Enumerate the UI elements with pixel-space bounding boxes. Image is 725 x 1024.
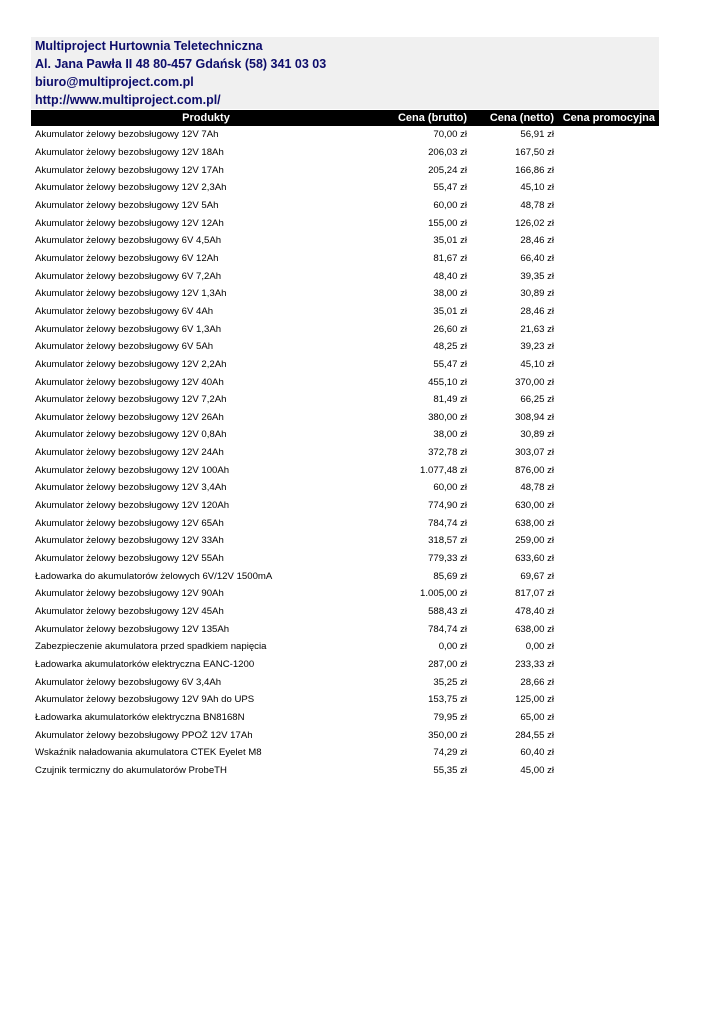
price-netto: 60,40 zł: [520, 747, 554, 759]
price-brutto: 588,43 zł: [428, 606, 467, 618]
price-brutto: 81,49 zł: [433, 394, 467, 406]
product-name: Akumulator żelowy bezobsługowy 12V 7Ah: [35, 129, 219, 141]
price-netto: 45,10 zł: [520, 182, 554, 194]
price-brutto: 153,75 zł: [428, 694, 467, 706]
product-name: Akumulator żelowy bezobsługowy 6V 5Ah: [35, 341, 214, 353]
price-netto: 478,40 zł: [515, 606, 554, 618]
price-netto: 21,63 zł: [520, 323, 554, 335]
price-brutto: 60,00 zł: [433, 199, 467, 211]
price-promo: [558, 585, 659, 603]
price-brutto: 206,03 zł: [428, 146, 467, 158]
price-promo: [558, 514, 659, 532]
price-brutto: 1.005,00 zł: [420, 588, 467, 600]
table-row: [31, 285, 659, 303]
product-name: Akumulator żelowy bezobsługowy 6V 12Ah: [35, 252, 219, 264]
product-name: Akumulator żelowy bezobsługowy 12V 18Ah: [35, 146, 224, 158]
price-netto: 638,00 zł: [515, 517, 554, 529]
price-netto: 0,00 zł: [525, 641, 554, 653]
price-brutto: 155,00 zł: [428, 217, 467, 229]
price-promo: [558, 250, 659, 268]
price-promo: [558, 726, 659, 744]
table-row: [31, 461, 659, 479]
price-brutto: 85,69 zł: [433, 570, 467, 582]
price-brutto: 35,01 zł: [433, 235, 467, 247]
price-brutto: 81,67 zł: [433, 252, 467, 264]
product-name: Akumulator żelowy bezobsługowy 6V 3,4Ah: [35, 676, 222, 688]
price-netto: 48,78 zł: [520, 199, 554, 211]
price-netto: 39,23 zł: [520, 341, 554, 353]
product-name: Akumulator żelowy bezobsługowy 12V 9Ah do UPS: [35, 694, 255, 706]
price-brutto: 350,00 zł: [428, 729, 467, 741]
table-row: [31, 426, 659, 444]
product-name: Zabezpieczenie akumulatora przed spadkiem napięcia: [35, 641, 267, 653]
table-row: [31, 744, 659, 762]
price-brutto: 784,74 zł: [428, 517, 467, 529]
product-name: Akumulator żelowy bezobsługowy 12V 24Ah: [35, 447, 224, 459]
product-name: Akumulator żelowy bezobsługowy 12V 12Ah: [35, 217, 224, 229]
product-name: Akumulator żelowy bezobsługowy 12V 0,8Ah: [35, 429, 227, 441]
price-promo: [558, 444, 659, 462]
product-name: Akumulator żelowy bezobsługowy 12V 2,3Ah: [35, 182, 227, 194]
price-promo: [558, 285, 659, 303]
product-name: Akumulator żelowy bezobsługowy 12V 17Ah: [35, 164, 224, 176]
table-row: [31, 497, 659, 515]
product-name: Akumulator żelowy bezobsługowy 6V 7,2Ah: [35, 270, 222, 282]
price-brutto: 55,47 zł: [433, 358, 467, 370]
product-name: Akumulator żelowy bezobsługowy 12V 33Ah: [35, 535, 224, 547]
table-row: [31, 550, 659, 568]
price-netto: 48,78 zł: [520, 482, 554, 494]
header-price-brutto: Cena (brutto): [381, 110, 471, 126]
table-row: [31, 638, 659, 656]
price-promo: [558, 267, 659, 285]
price-netto: 876,00 zł: [515, 464, 554, 476]
table-row: [31, 514, 659, 532]
price-netto: 45,10 zł: [520, 358, 554, 370]
table-row: [31, 267, 659, 285]
price-brutto: 784,74 zł: [428, 623, 467, 635]
price-promo: [558, 161, 659, 179]
product-name: Wskaźnik naładowania akumulatora CTEK Eyelet M8: [35, 747, 262, 759]
price-promo: [558, 673, 659, 691]
price-promo: [558, 409, 659, 427]
price-brutto: 48,25 zł: [433, 341, 467, 353]
price-netto: 126,02 zł: [515, 217, 554, 229]
table-row: [31, 726, 659, 744]
product-name: Akumulator żelowy bezobsługowy 12V 120Ah: [35, 500, 230, 512]
price-brutto: 1.077,48 zł: [420, 464, 467, 476]
price-promo: [558, 567, 659, 585]
price-netto: 28,46 zł: [520, 305, 554, 317]
price-netto: 125,00 zł: [515, 694, 554, 706]
price-promo: [558, 303, 659, 321]
price-brutto: 380,00 zł: [428, 411, 467, 423]
price-netto: 284,55 zł: [515, 729, 554, 741]
table-row: [31, 444, 659, 462]
table-row: [31, 585, 659, 603]
price-netto: 303,07 zł: [515, 447, 554, 459]
product-name: Akumulator żelowy bezobsługowy 12V 3,4Ah: [35, 482, 227, 494]
table-row: [31, 691, 659, 709]
price-netto: 638,00 zł: [515, 623, 554, 635]
price-netto: 56,91 zł: [520, 129, 554, 141]
price-netto: 66,25 zł: [520, 394, 554, 406]
table-row: [31, 620, 659, 638]
price-table: [31, 110, 659, 779]
product-name: Akumulator żelowy bezobsługowy 12V 55Ah: [35, 553, 224, 565]
price-netto: 65,00 zł: [520, 711, 554, 723]
price-netto: 39,35 zł: [520, 270, 554, 282]
table-row: [31, 567, 659, 585]
price-netto: 817,07 zł: [515, 588, 554, 600]
price-netto: 370,00 zł: [515, 376, 554, 388]
price-netto: 66,40 zł: [520, 252, 554, 264]
table-row: [31, 144, 659, 162]
company-email: biuro@multiproject.com.pl: [31, 73, 659, 91]
price-promo: [558, 709, 659, 727]
header-product: Produkty: [31, 110, 381, 126]
price-promo: [558, 691, 659, 709]
price-brutto: 779,33 zł: [428, 553, 467, 565]
company-address: Al. Jana Pawła II 48 80-457 Gdańsk (58) 341 03 03: [31, 55, 659, 73]
price-brutto: 74,29 zł: [433, 747, 467, 759]
table-row: [31, 197, 659, 215]
price-netto: 28,46 zł: [520, 235, 554, 247]
price-brutto: 774,90 zł: [428, 500, 467, 512]
table-row: [31, 126, 659, 144]
price-promo: [558, 603, 659, 621]
price-netto: 308,94 zł: [515, 411, 554, 423]
product-name: Ładowarka akumulatorków elektryczna EANC-1200: [35, 659, 255, 671]
price-netto: 45,00 zł: [520, 764, 554, 776]
table-row: [31, 409, 659, 427]
price-brutto: 318,57 zł: [428, 535, 467, 547]
table-row: [31, 214, 659, 232]
price-netto: 30,89 zł: [520, 288, 554, 300]
price-netto: 630,00 zł: [515, 500, 554, 512]
product-name: Akumulator żelowy bezobsługowy 6V 1,3Ah: [35, 323, 222, 335]
table-row: [31, 161, 659, 179]
product-name: Akumulator żelowy bezobsługowy 12V 2,2Ah: [35, 358, 227, 370]
product-name: Akumulator żelowy bezobsługowy 6V 4Ah: [35, 305, 214, 317]
price-promo: [558, 762, 659, 780]
product-name: Ładowarka do akumulatorów żelowych 6V/12V 1500mA: [35, 570, 273, 582]
product-name: Akumulator żelowy bezobsługowy 12V 100Ah: [35, 464, 230, 476]
product-name: Akumulator żelowy bezobsługowy 12V 40Ah: [35, 376, 224, 388]
table-row: [31, 356, 659, 374]
price-brutto: 372,78 zł: [428, 447, 467, 459]
price-brutto: 38,00 zł: [433, 429, 467, 441]
price-promo: [558, 479, 659, 497]
price-promo: [558, 144, 659, 162]
price-brutto: 35,01 zł: [433, 305, 467, 317]
header-price-netto: Cena (netto): [471, 110, 558, 126]
price-promo: [558, 338, 659, 356]
price-brutto: 48,40 zł: [433, 270, 467, 282]
product-name: Akumulator żelowy bezobsługowy PPOŻ 12V 17Ah: [35, 729, 253, 741]
price-promo: [558, 532, 659, 550]
product-name: Akumulator żelowy bezobsługowy 12V 45Ah: [35, 606, 224, 618]
price-brutto: 455,10 zł: [428, 376, 467, 388]
price-netto: 167,50 zł: [515, 146, 554, 158]
price-brutto: 38,00 zł: [433, 288, 467, 300]
table-row: [31, 656, 659, 674]
table-row: [31, 179, 659, 197]
table-row: [31, 250, 659, 268]
price-brutto: 70,00 zł: [433, 129, 467, 141]
product-name: Akumulator żelowy bezobsługowy 12V 1,3Ah: [35, 288, 227, 300]
product-name: Akumulator żelowy bezobsługowy 6V 4,5Ah: [35, 235, 222, 247]
header-price-promo: Cena promocyjna: [558, 110, 659, 126]
price-brutto: 55,47 zł: [433, 182, 467, 194]
table-row: [31, 532, 659, 550]
table-row: [31, 479, 659, 497]
table-row: [31, 391, 659, 409]
price-brutto: 287,00 zł: [428, 659, 467, 671]
table-row: [31, 603, 659, 621]
product-name: Czujnik termiczny do akumulatorów ProbeTH: [35, 764, 227, 776]
price-promo: [558, 620, 659, 638]
price-netto: 30,89 zł: [520, 429, 554, 441]
price-netto: 166,86 zł: [515, 164, 554, 176]
table-row: [31, 673, 659, 691]
price-promo: [558, 461, 659, 479]
product-name: Akumulator żelowy bezobsługowy 12V 7,2Ah: [35, 394, 227, 406]
price-netto: 259,00 zł: [515, 535, 554, 547]
product-name: Akumulator żelowy bezobsługowy 12V 135Ah: [35, 623, 230, 635]
price-promo: [558, 320, 659, 338]
company-website: http://www.multiproject.com.pl/: [31, 91, 659, 109]
company-header: [31, 37, 659, 109]
price-promo: [558, 126, 659, 144]
price-brutto: 0,00 zł: [438, 641, 467, 653]
table-row: [31, 762, 659, 780]
price-promo: [558, 179, 659, 197]
price-promo: [558, 214, 659, 232]
price-brutto: 60,00 zł: [433, 482, 467, 494]
table-row: [31, 338, 659, 356]
price-promo: [558, 232, 659, 250]
price-promo: [558, 356, 659, 374]
price-promo: [558, 744, 659, 762]
price-brutto: 205,24 zł: [428, 164, 467, 176]
table-row: [31, 709, 659, 727]
product-name: Ładowarka akumulatorków elektryczna BN8168N: [35, 711, 245, 723]
product-name: Akumulator żelowy bezobsługowy 12V 90Ah: [35, 588, 224, 600]
product-name: Akumulator żelowy bezobsługowy 12V 5Ah: [35, 199, 219, 211]
product-name: Akumulator żelowy bezobsługowy 12V 65Ah: [35, 517, 224, 529]
product-name: Akumulator żelowy bezobsługowy 12V 26Ah: [35, 411, 224, 423]
price-promo: [558, 550, 659, 568]
price-netto: 633,60 zł: [515, 553, 554, 565]
price-brutto: 55,35 zł: [433, 764, 467, 776]
price-promo: [558, 197, 659, 215]
table-row: [31, 320, 659, 338]
price-brutto: 35,25 zł: [433, 676, 467, 688]
price-netto: 69,67 zł: [520, 570, 554, 582]
price-promo: [558, 638, 659, 656]
price-brutto: 79,95 zł: [433, 711, 467, 723]
price-netto: 233,33 zł: [515, 659, 554, 671]
table-row: [31, 373, 659, 391]
price-promo: [558, 497, 659, 515]
price-netto: 28,66 zł: [520, 676, 554, 688]
price-promo: [558, 373, 659, 391]
table-row: [31, 232, 659, 250]
price-promo: [558, 656, 659, 674]
company-name: Multiproject Hurtownia Teletechniczna: [31, 37, 659, 55]
table-row: [31, 303, 659, 321]
price-promo: [558, 426, 659, 444]
price-promo: [558, 391, 659, 409]
table-header-row: [31, 110, 659, 126]
price-brutto: 26,60 zł: [433, 323, 467, 335]
